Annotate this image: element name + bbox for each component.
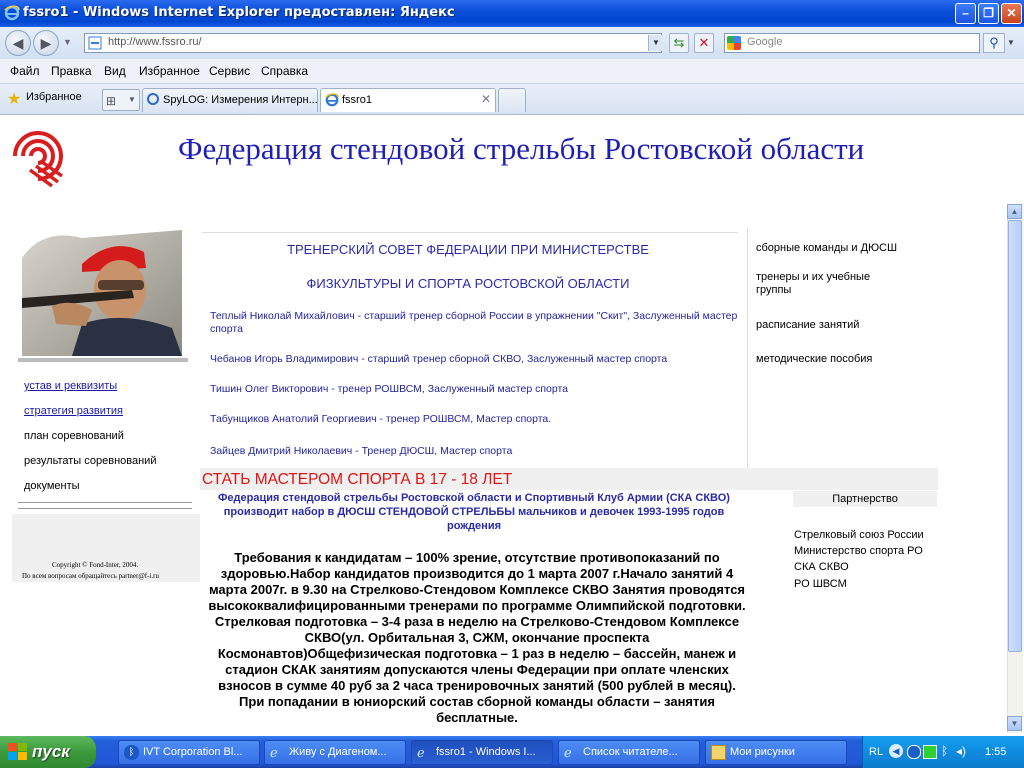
partner-link[interactable]: Стрелковый союз России bbox=[794, 529, 924, 541]
divider bbox=[202, 232, 738, 233]
taskbar-item-label: fssro1 - Windows I... bbox=[436, 746, 536, 758]
windows-logo-icon bbox=[8, 743, 28, 761]
window-title: fssro1 - Windows Internet Explorer предоставлен: Яндекс bbox=[23, 5, 455, 20]
divider bbox=[18, 508, 192, 509]
tray-expand-icon[interactable]: ◀ bbox=[889, 744, 903, 758]
taskbar-item-label: IVT Corporation Bl... bbox=[143, 746, 243, 758]
requirements-text: Требования к кандидатам – 100% зрение, отсутствие противопоказаний по здоровью.Набор кандидатов производится до 1 марта 2007 г.Начало занятий 4 марта 2007г. в 9.30 на Стрелково-Стендовом Комплексе СКВО Занятия проводятся высококвалифицированными тренерами по программе Олимпийской подготовки. Стрелковая подготовка – 3-4 раза в неделю на Стрелково-Стендовом Комплексе СКВО(ул. Орбитальная 3, СЖМ, окончание проспекта Космонавтов)Общефизическая подготовка – 1 раз в неделю – бассейн, манеж и стадион СКАК занятиям допускаются члены Федерации при оплате членских взносов в сумме 40 руб за 2 часа тренировочных занятий (500 рублей в месяц). При попадании в юниорский состав сборной команды области – занятия бесплатные. bbox=[208, 550, 746, 725]
page-icon bbox=[88, 36, 102, 50]
search-icon[interactable]: ⚲ bbox=[983, 33, 1005, 53]
council-member[interactable]: Теплый Николай Михайлович - старший тренер сборной России в упражнении "Скит", Заслуженный мастер спорта bbox=[210, 310, 738, 335]
council-heading-1: ТРЕНЕРСКИЙ СОВЕТ ФЕДЕРАЦИИ ПРИ МИНИСТЕРСТВЕ bbox=[287, 242, 649, 257]
menu-favorites[interactable]: Избранное bbox=[139, 64, 200, 78]
council-member[interactable]: Табунщиков Анатолий Георгиевич - тренер РОШВСМ, Мастер спорта. bbox=[210, 413, 552, 425]
forward-button[interactable]: ▶ bbox=[33, 30, 59, 56]
clock[interactable]: 1:55 bbox=[985, 746, 1007, 758]
menu-edit[interactable]: Правка bbox=[51, 64, 92, 78]
left-nav-competition-plan[interactable]: план соревнований bbox=[24, 430, 124, 442]
menu-view[interactable]: Вид bbox=[104, 64, 126, 78]
ie-icon: ℯ bbox=[417, 745, 425, 760]
council-member[interactable]: Тишин Олег Викторович - тренер РОШВСМ, Заслуженный мастер спорта bbox=[210, 383, 568, 395]
search-options-icon[interactable]: ▼ bbox=[1007, 38, 1015, 47]
taskbar-item-label: Живу с Диагеном... bbox=[289, 746, 387, 758]
taskbar-item-pictures[interactable] bbox=[705, 740, 847, 765]
site-title: Федерация стендовой стрельбы Ростовской области bbox=[178, 131, 865, 166]
divider bbox=[18, 358, 188, 362]
history-dropdown-icon[interactable]: ▼ bbox=[63, 37, 72, 47]
taskbar-item-bluetooth[interactable] bbox=[118, 740, 260, 765]
copyright-text: Copyright © Fond-Inter, 2004. bbox=[52, 561, 139, 569]
start-label: пуск bbox=[32, 742, 70, 761]
tab-label: SpyLOG: Измерения Интерн... bbox=[163, 94, 318, 106]
close-button[interactable]: ✕ bbox=[1001, 3, 1022, 24]
left-nav-charter[interactable]: устав и реквизиты bbox=[24, 380, 118, 392]
right-nav-coaches[interactable]: тренеры и их учебные группы bbox=[756, 271, 871, 296]
left-nav-strategy[interactable]: стратегия развития bbox=[24, 405, 124, 417]
loading-icon bbox=[147, 93, 159, 105]
menu-tools[interactable]: Сервис bbox=[209, 64, 251, 78]
back-button[interactable]: ◀ bbox=[5, 30, 31, 56]
taskbar-item-fssro1[interactable] bbox=[411, 740, 553, 765]
quick-tabs-icon: ⊞ bbox=[106, 94, 117, 108]
taskbar-item-label: Мои рисунки bbox=[730, 746, 795, 758]
quick-tabs-button[interactable] bbox=[102, 89, 140, 111]
bluetooth-icon: ᛒ bbox=[124, 745, 139, 760]
left-nav-results[interactable]: результаты соревнований bbox=[24, 455, 157, 467]
title-bar[interactable] bbox=[0, 0, 1024, 27]
council-member[interactable]: Чебанов Игорь Владимирович - старший тренер сборной СКВО, Заслуженный мастер спорта bbox=[210, 353, 668, 365]
favorites-button[interactable]: Избранное bbox=[26, 91, 82, 103]
shooter-photo bbox=[22, 228, 182, 356]
right-nav-schedule[interactable]: расписание занятий bbox=[756, 319, 860, 331]
banner-heading: СТАТЬ МАСТЕРОМ СПОРТА В 17 - 18 ЛЕТ bbox=[202, 471, 513, 488]
partner-link[interactable]: РО ШВСМ bbox=[794, 578, 847, 590]
partners-heading: Партнерство bbox=[793, 491, 937, 507]
tab-list-dropdown-icon[interactable]: ▼ bbox=[128, 95, 136, 104]
federation-note: Федерация стендовой стрельбы Ростовской области и Спортивный Клуб Армии (СКА СКВО) производит набор в ДЮСШ СТЕНДОВОЙ СТРЕЛЬБЫ мальчиков и девочек 1993-1995 годов рождения bbox=[218, 492, 730, 532]
contact-text: По всем вопросам обращайтесь partner@f-i.ru bbox=[22, 572, 159, 580]
address-input[interactable]: http://www.fssro.ru/ bbox=[108, 36, 202, 48]
ie-icon bbox=[4, 5, 20, 21]
refresh-icon[interactable]: ⇆ bbox=[669, 33, 689, 53]
right-nav-teams[interactable]: сборные команды и ДЮСШ bbox=[756, 242, 898, 254]
star-icon[interactable]: ★ bbox=[7, 91, 22, 108]
scroll-up-icon[interactable]: ▲ bbox=[1007, 204, 1022, 219]
bluetooth-tray-icon[interactable]: ᛒ bbox=[941, 744, 949, 758]
ie-page-icon bbox=[325, 93, 339, 107]
minimize-button[interactable]: – bbox=[955, 3, 976, 24]
right-nav-methodology[interactable]: методические пособия bbox=[756, 353, 873, 365]
network-icon[interactable] bbox=[907, 745, 921, 759]
council-heading-2: ФИЗКУЛЬТУРЫ И СПОРТА РОСТОВСКОЙ ОБЛАСТИ bbox=[306, 276, 630, 291]
taskbar-item-label: Список читателе... bbox=[583, 746, 678, 758]
battery-icon[interactable] bbox=[923, 745, 937, 759]
google-icon bbox=[727, 36, 741, 50]
tab-close-icon[interactable]: ✕ bbox=[481, 92, 492, 106]
column-divider bbox=[747, 228, 748, 468]
ie-icon: ℯ bbox=[564, 745, 572, 760]
divider bbox=[18, 502, 192, 503]
partner-link[interactable]: Министерство спорта РО bbox=[794, 545, 923, 557]
taskbar-item-readers[interactable] bbox=[558, 740, 700, 765]
new-tab-button[interactable] bbox=[498, 88, 526, 112]
maximize-button[interactable]: ❐ bbox=[978, 3, 999, 24]
folder-icon bbox=[711, 745, 726, 760]
search-input[interactable]: Google bbox=[747, 36, 783, 48]
menu-file[interactable]: Файл bbox=[10, 64, 40, 78]
tab-spylog[interactable] bbox=[142, 88, 318, 112]
left-nav-documents[interactable]: документы bbox=[24, 480, 80, 492]
scroll-thumb[interactable] bbox=[1008, 220, 1022, 652]
partner-link[interactable]: СКА СКВО bbox=[794, 561, 849, 573]
federation-logo bbox=[12, 130, 68, 192]
taskbar-item-diagen[interactable] bbox=[264, 740, 406, 765]
tab-label: fssro1 bbox=[342, 94, 372, 106]
scroll-down-icon[interactable]: ▼ bbox=[1007, 716, 1022, 731]
tab-fssro1[interactable] bbox=[320, 88, 496, 112]
address-dropdown-icon[interactable]: ▼ bbox=[648, 35, 663, 51]
stop-icon[interactable]: ✕ bbox=[694, 33, 714, 53]
ie-icon: ℯ bbox=[270, 745, 278, 760]
menu-help[interactable]: Справка bbox=[261, 64, 309, 78]
council-member[interactable]: Зайцев Дмитрий Николаевич - Тренер ДЮСШ, Мастер спорта bbox=[210, 445, 513, 457]
volume-icon[interactable]: ◂) bbox=[956, 744, 967, 758]
language-indicator[interactable]: RL bbox=[869, 746, 884, 758]
